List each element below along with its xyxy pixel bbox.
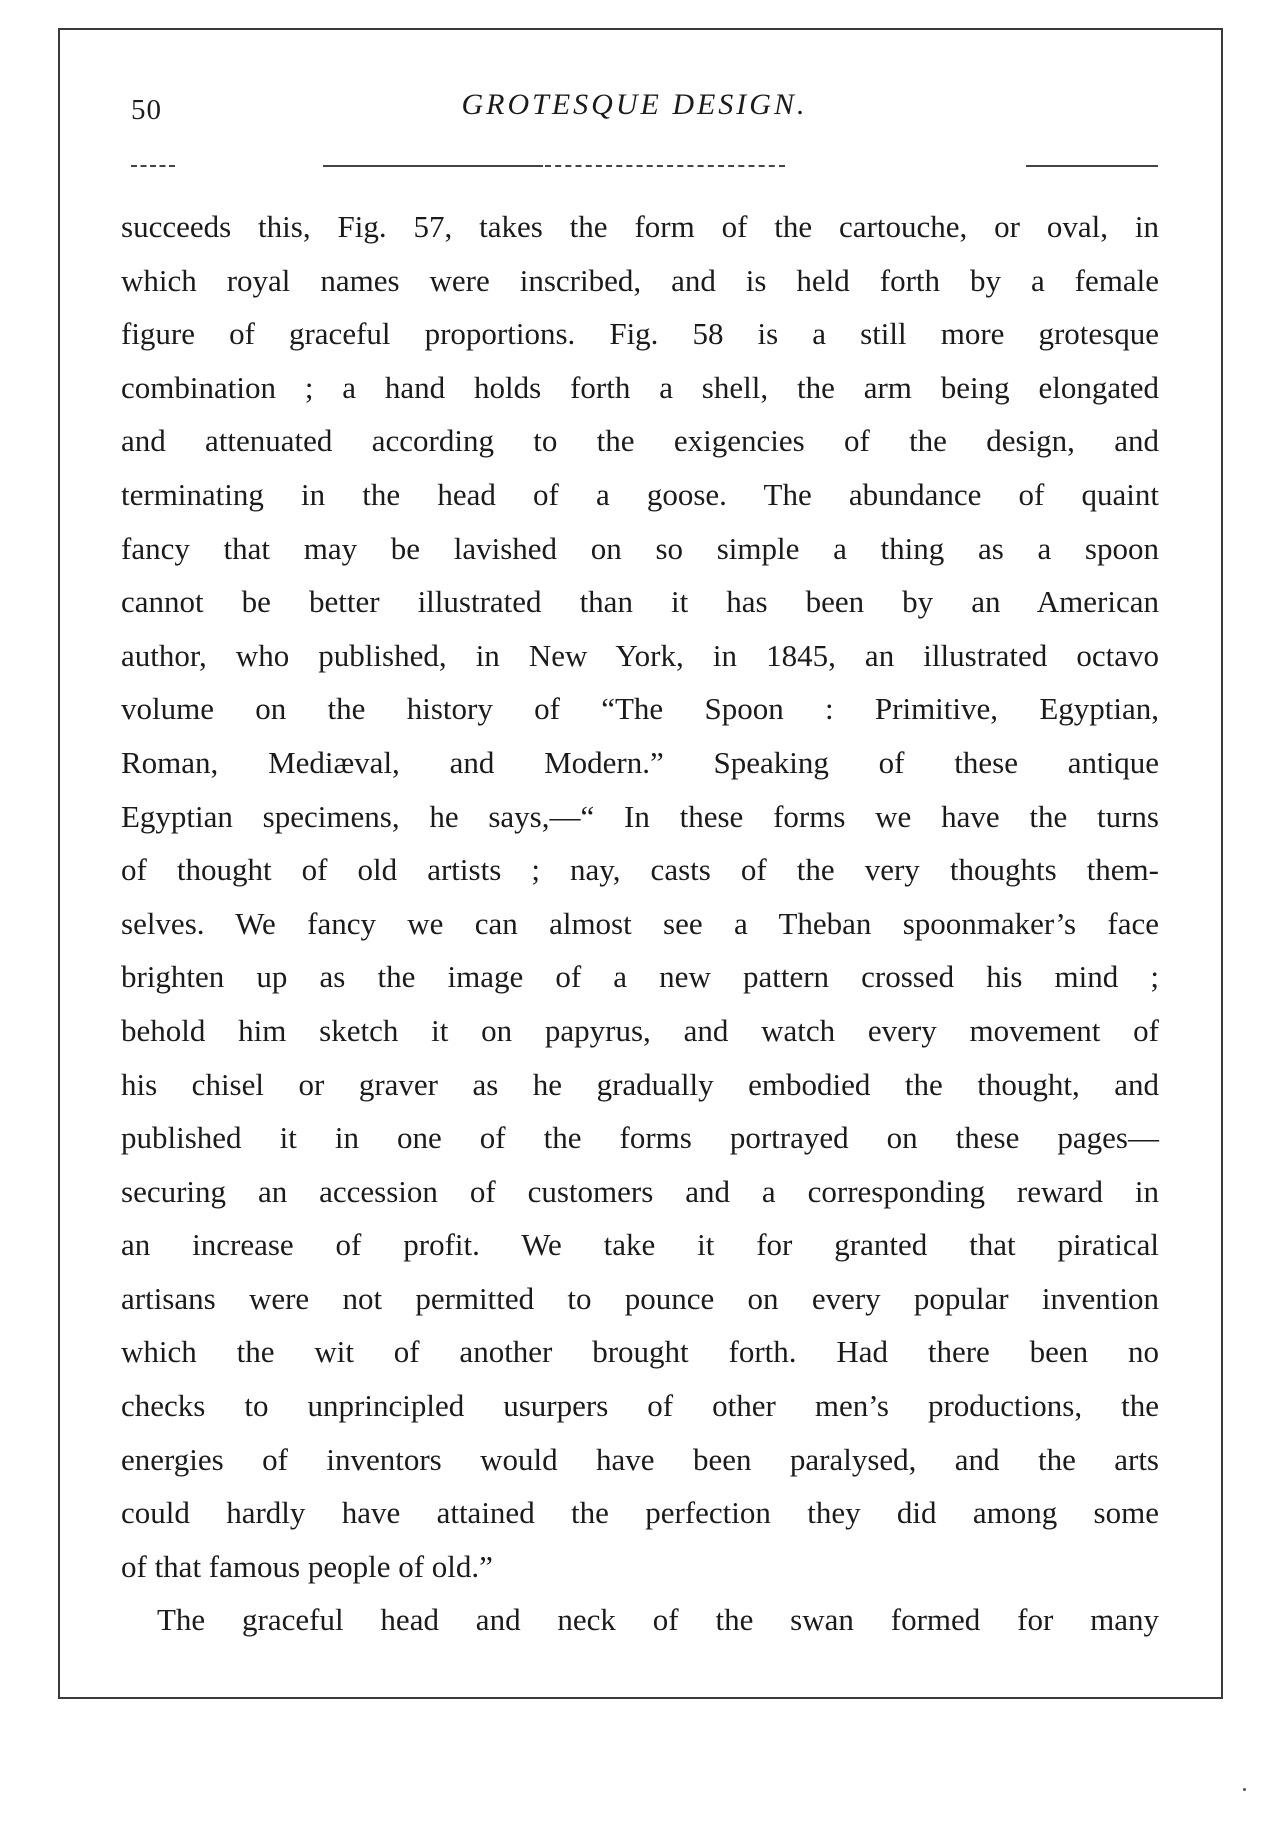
text-line: volume on the history of “The Spoon : Primitive, Egyptian, (121, 691, 1159, 727)
page-number: 50 (131, 94, 162, 126)
text-line: behold him sketch it on papyrus, and watch every movement of (121, 1012, 1159, 1048)
body-text (121, 200, 1159, 1647)
header-rule-center-dashed (545, 165, 785, 167)
text-line: artisans were not permitted to pounce on every popular invention (121, 1280, 1159, 1316)
header-rule-left (131, 165, 175, 167)
text-line: of that famous people of old.” (121, 1548, 493, 1584)
text-line: selves. We fancy we can almost see a Theban spoonmaker’s face (121, 905, 1159, 941)
text-line: terminating in the head of a goose. The abundance of quaint (121, 476, 1159, 512)
text-line: Roman, Mediæval, and Modern.” Speaking of these antique (121, 744, 1159, 780)
text-line: brighten up as the image of a new pattern crossed his mind ; (121, 959, 1159, 995)
text-line: author, who published, in New York, in 1845, an illustrated octavo (121, 637, 1159, 673)
text-line: which royal names were inscribed, and is held forth by a female (121, 262, 1159, 298)
text-line: Egyptian specimens, he says,—“ In these forms we have the turns (121, 798, 1159, 834)
print-speck (1243, 1788, 1246, 1791)
text-line: of thought of old artists ; nay, casts of the very thoughts them- (121, 852, 1159, 888)
text-line: securing an accession of customers and a corresponding reward in (121, 1173, 1159, 1209)
text-line: energies of inventors would have been paralysed, and the arts (121, 1441, 1159, 1477)
text-line: could hardly have attained the perfection they did among some (121, 1495, 1159, 1531)
header-rule-center (323, 165, 543, 167)
text-line: fancy that may be lavished on so simple a thing as a spoon (121, 530, 1159, 566)
text-line: succeeds this, Fig. 57, takes the form of the cartouche, or oval, in (121, 209, 1159, 244)
header-rule-right (1026, 165, 1158, 167)
text-line: which the wit of another brought forth. Had there been no (121, 1334, 1159, 1370)
text-line: combination ; a hand holds forth a shell, the arm being elongated (121, 369, 1159, 405)
text-line: The graceful head and neck of the swan formed for many (157, 1602, 1159, 1638)
text-line: figure of graceful proportions. Fig. 58 is a still more grotesque (121, 316, 1159, 352)
text-line: published it in one of the forms portrayed on these pages— (121, 1120, 1159, 1156)
text-line: and attenuated according to the exigencies of the design, and (121, 423, 1159, 459)
text-line: checks to unprincipled usurpers of other men’s productions, the (121, 1388, 1159, 1424)
text-line: an increase of profit. We take it for granted that piratical (121, 1227, 1159, 1263)
running-title: GROTESQUE DESIGN. (461, 88, 808, 121)
text-line: cannot be better illustrated than it has been by an American (121, 584, 1159, 620)
text-line: his chisel or graver as he gradually embodied the thought, and (121, 1066, 1159, 1102)
